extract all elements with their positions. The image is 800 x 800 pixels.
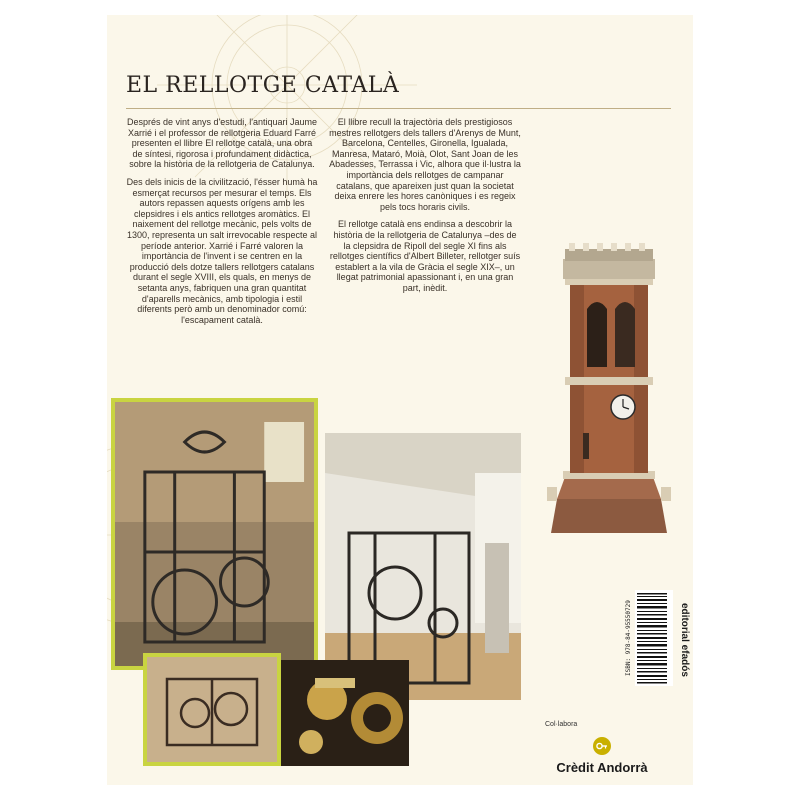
clock-movement-photo [143, 653, 281, 766]
paragraph: El rellotge català ens endinsa a descobrir la història de la rellotgeria de Catalunya –des de la clepsidra de Ripoll del segle XI fins als rellotges científics d'Albert Billeter, rellotger suís establert a la vila de Gràcia el segle XIX–, un llegat patrimonial apassionant i, en una gran part, inèdit. [329, 219, 521, 293]
paragraph: Des dels inicis de la civilització, l'ésser humà ha esmerçat recursos per mesurar el temps. Els autors repassen aquests orígens amb les clepsidres i els antics rellotges aromàtics. El naixement del rellotge mecànic, pels volts de 1300, representa un salt irrevocable respecte al període anterior. Xarrié i Farré valoren la importància de l'invent i se centren en la producció dels dotze tallers rellotgers catalans durant el segle XVIII, els quals, en menys de setanta anys, fabriquen una gran quantitat d'aparells mecànics, amb tipologia i estil diferents però amb un denominador comú: l'escapament català. [126, 176, 318, 325]
book-title: EL RELLOTGE CATALÀ [126, 73, 400, 98]
description-left-column [126, 117, 318, 332]
publisher-name: editorial efadós [679, 603, 690, 677]
clock-mechanism-photo [111, 398, 318, 670]
book-back-cover [107, 15, 693, 785]
paragraph: El llibre recull la trajectòria dels prestigiosos mestres rellotgers dels tallers d'Arenys de Munt, Barcelona, Centelles, Gironella, Igualada, Manresa, Mataró, Moià, Olot, Sant Joan de les Abadesses, Terrassa i Vic, alhora que il·lustra la importància dels rellotges de campanar catalans, que apareixen just quan la societat deixa enrere les hores canòniques i es regeix pels tocs horaris civils. [329, 117, 521, 212]
isbn-number: ISBN: 978-84-95550729 [625, 600, 632, 676]
bell-tower-illustration [543, 237, 675, 533]
paragraph: Després de vint anys d'estudi, l'antiquari Jaume Xarrié i el professor de rellotgeria Eduard Farré presenten el llibre El rellotge català, una obra de síntesi, rigorosa i profundament didàctica, sobre la història de la rellotgeria de Catalunya. [126, 117, 318, 170]
title-divider [126, 108, 671, 109]
description-right-column [329, 117, 521, 301]
astronomical-clock-photo [281, 660, 409, 766]
sponsor-name: Crèdit Andorrà [556, 760, 648, 775]
barcode-icon [635, 590, 673, 686]
key-circle-icon [593, 737, 611, 755]
collaboration-label: Col·labora [545, 721, 578, 728]
